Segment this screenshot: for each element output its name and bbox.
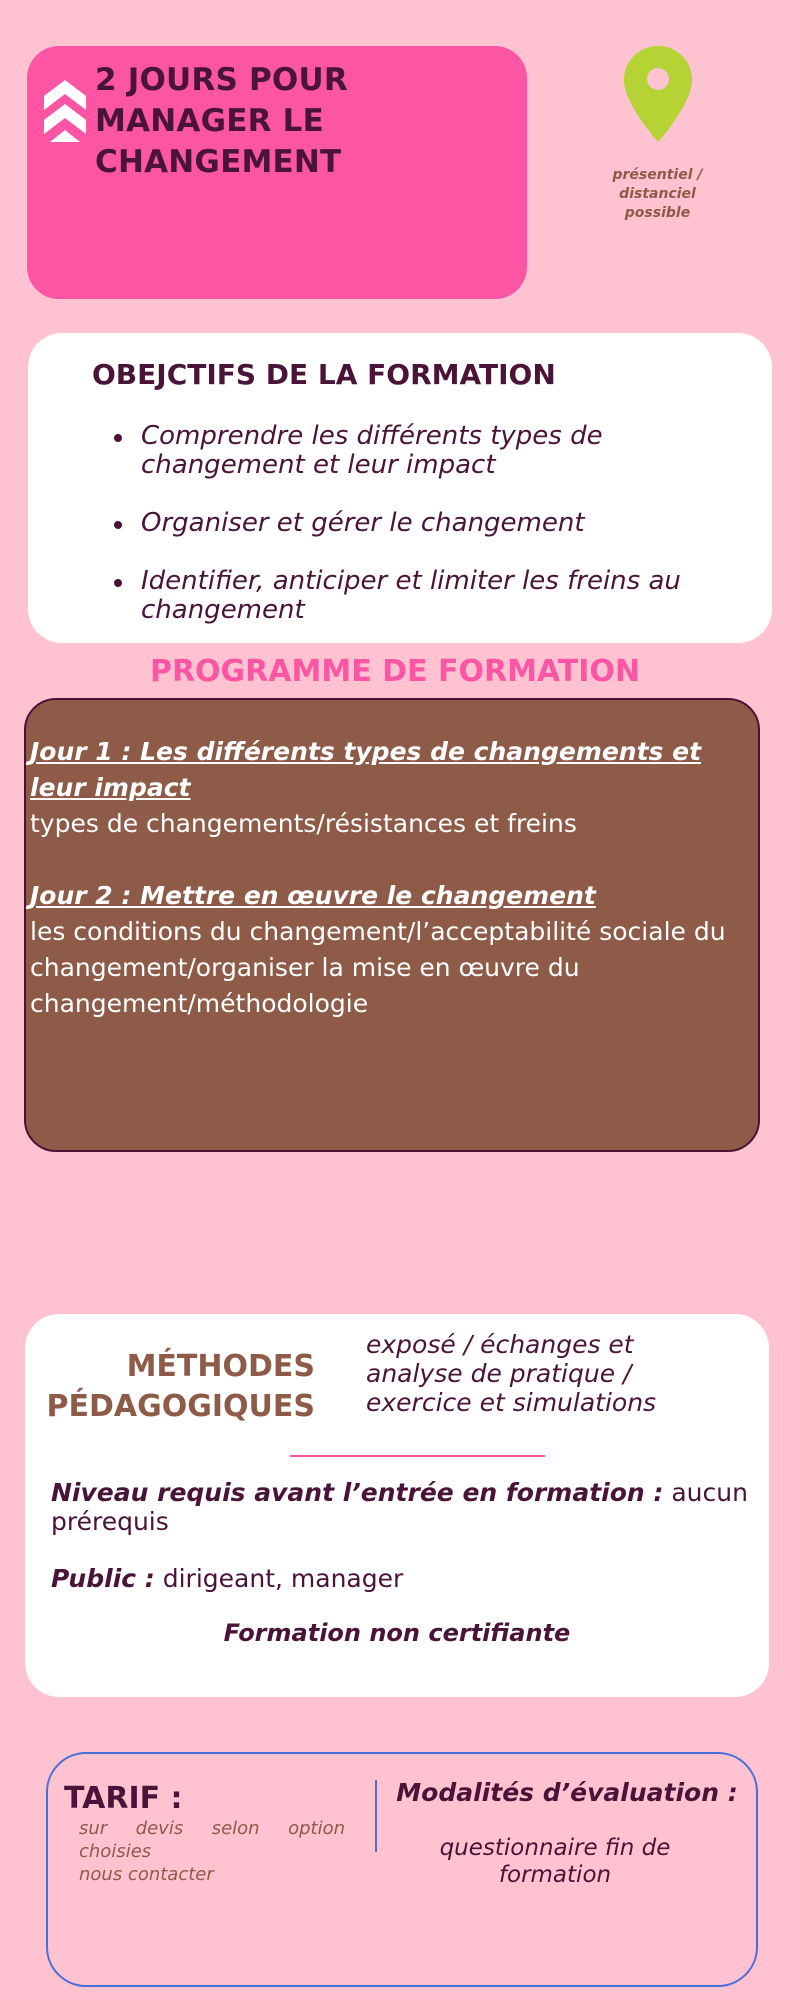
objective-item — [110, 422, 750, 480]
day-2-content: les conditions du changement/l’acceptabilité sociale du changement/organiser la mise en œuvre du changement/méthodologie — [30, 917, 726, 1018]
required-level-value: aucun prérequis — [51, 1478, 748, 1536]
certification-note: Formation non certifiante — [223, 1619, 571, 1647]
objectives-list — [110, 422, 750, 654]
delivery-mode-note — [590, 166, 725, 223]
evaluation-description: questionnaire fin de formation — [439, 1835, 671, 1888]
evaluation-title: Modalités d’évaluation : — [396, 1778, 738, 1807]
day-spacer — [30, 842, 750, 878]
objective-text: Identifier, anticiper et limiter les freins au changement — [141, 566, 681, 625]
programme-content — [30, 734, 750, 1022]
methods-description: exposé / échanges et analyse de pratique / exercice et simulations — [366, 1330, 657, 1417]
objective-text: Comprendre les différents types de changement et leur impact — [141, 421, 603, 480]
tariff-contact-text: nous contacter — [79, 1864, 214, 1885]
bullet-icon — [114, 434, 122, 442]
objectives-title: OBEJCTIFS DE LA FORMATION — [92, 358, 556, 391]
chevron-up-icon — [44, 78, 86, 142]
location-pin-icon — [624, 46, 692, 142]
methods-title-line: PÉDAGOGIQUES — [46, 1389, 315, 1424]
course-title-line: CHANGEMENT — [95, 144, 342, 180]
course-title — [95, 60, 515, 183]
divider — [290, 1455, 545, 1457]
objective-item — [110, 509, 750, 538]
audience-value: dirigeant, manager — [154, 1564, 404, 1593]
objective-text: Organiser et gérer le changement — [141, 508, 585, 538]
required-level-label: Niveau requis avant l’entrée en formation : — [51, 1478, 664, 1507]
day-1-content: types de changements/résistances et freins — [30, 809, 577, 838]
required-level — [51, 1478, 751, 1536]
vertical-separator — [375, 1780, 377, 1852]
programme-title: PROGRAMME DE FORMATION — [149, 654, 641, 689]
delivery-line: présentiel / — [612, 167, 703, 183]
methods-title-line: MÉTHODES — [126, 1349, 315, 1384]
delivery-line: possible — [624, 205, 691, 221]
bullet-icon — [114, 579, 122, 587]
course-title-line: MANAGER LE — [95, 103, 324, 139]
methods-title — [40, 1347, 315, 1427]
course-title-line: 2 JOURS POUR — [95, 62, 348, 98]
objective-item — [110, 567, 750, 625]
tariff-quote-text: sur devis selon option choisies — [79, 1818, 345, 1862]
audience — [51, 1564, 751, 1593]
audience-label: Public : — [51, 1564, 155, 1593]
day-1-title: Jour 1 : Les différents types de changements et leur impact — [30, 737, 702, 802]
delivery-line: distanciel — [619, 186, 696, 202]
tariff-description — [79, 1817, 345, 1886]
day-2-title: Jour 2 : Mettre en œuvre le changement — [30, 881, 596, 910]
tariff-title: TARIF : — [64, 1781, 183, 1816]
bullet-icon — [114, 521, 122, 529]
